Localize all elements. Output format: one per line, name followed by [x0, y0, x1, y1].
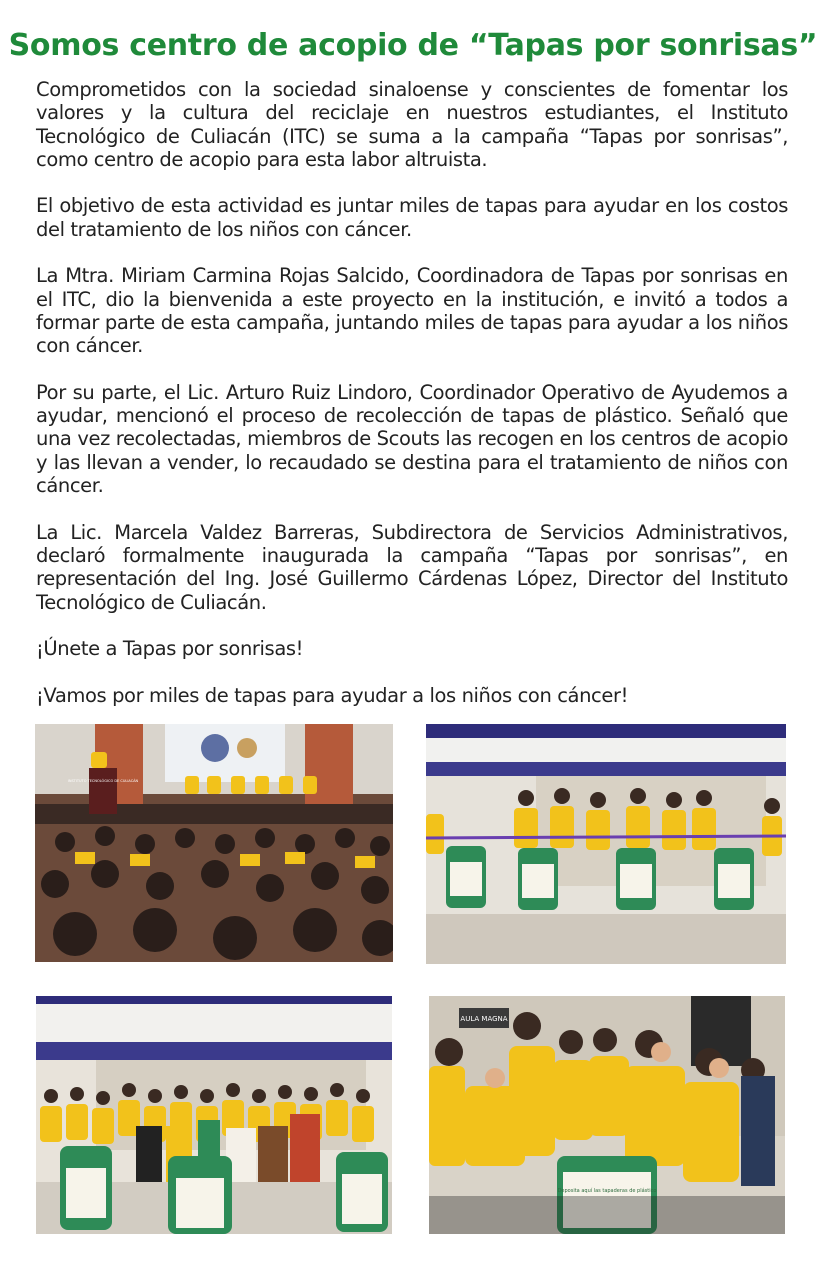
paragraph-intro: Comprometidos con la sociedad sinaloense y conscientes de fomentar los valores y la cultura del reciclaje en nuestros estudiantes, el Instituto Tecnológico de Culiacán (ITC) se suma a la campaña “Tapas por sonrisas”, como centro de acopio para esta labor altruista.	[36, 78, 788, 171]
article-body	[36, 78, 788, 730]
paragraph-process: Por su parte, el Lic. Arturo Ruiz Lindoro, Coordinador Operativo de Ayudemos a ayudar, mencionó el proceso de recolección de tapas de plástico. Señaló que una vez recolectadas, miembros de Scouts las recogen en los centros de acopio y las llevan a vender, lo recaudado se destina para el tratamiento de niños con cáncer.	[36, 380, 788, 498]
paragraph-coordinator: La Mtra. Miriam Carmina Rojas Salcido, Coordinadora de Tapas por sonrisas en el ITC, dio la bienvenida a este proyecto en la institución, e invitó a todos a formar parte de esta campaña, juntando miles de tapas para ayudar a los niños con cáncer.	[36, 264, 788, 358]
photo-hands-on-bin	[429, 996, 785, 1234]
article-title: Somos centro de acopio de “Tapas por sonrisas”	[8, 28, 818, 63]
photo-auditorium	[35, 724, 393, 962]
paragraph-join: ¡Únete a Tapas por sonrisas!	[36, 637, 304, 661]
paragraph-inauguration: La Lic. Marcela Valdez Barreras, Subdirectora de Servicios Administrativos, declaró formalmente inaugurada la campaña “Tapas por sonrisas”, en representación del Ing. José Guillermo Cárdenas López, Director del Instituto Tecnológico de Culiacán.	[36, 520, 788, 614]
bin-label: Deposita aquí las tapaderas de plástico	[557, 1188, 657, 1194]
paragraph-goal: ¡Vamos por miles de tapas para ayudar a los niños con cáncer!	[36, 683, 628, 707]
photo-ribbon-cutting	[426, 724, 786, 964]
aula-magna-sign: AULA MAGNA	[460, 1015, 508, 1023]
podium-label: INSTITUTO TECNOLÓGICO DE CULIACÁN	[67, 779, 139, 783]
photo-group	[36, 996, 392, 1234]
paragraph-objective: El objetivo de esta actividad es juntar miles de tapas para ayudar en los costos del tratamiento de los niños con cáncer.	[36, 194, 788, 241]
